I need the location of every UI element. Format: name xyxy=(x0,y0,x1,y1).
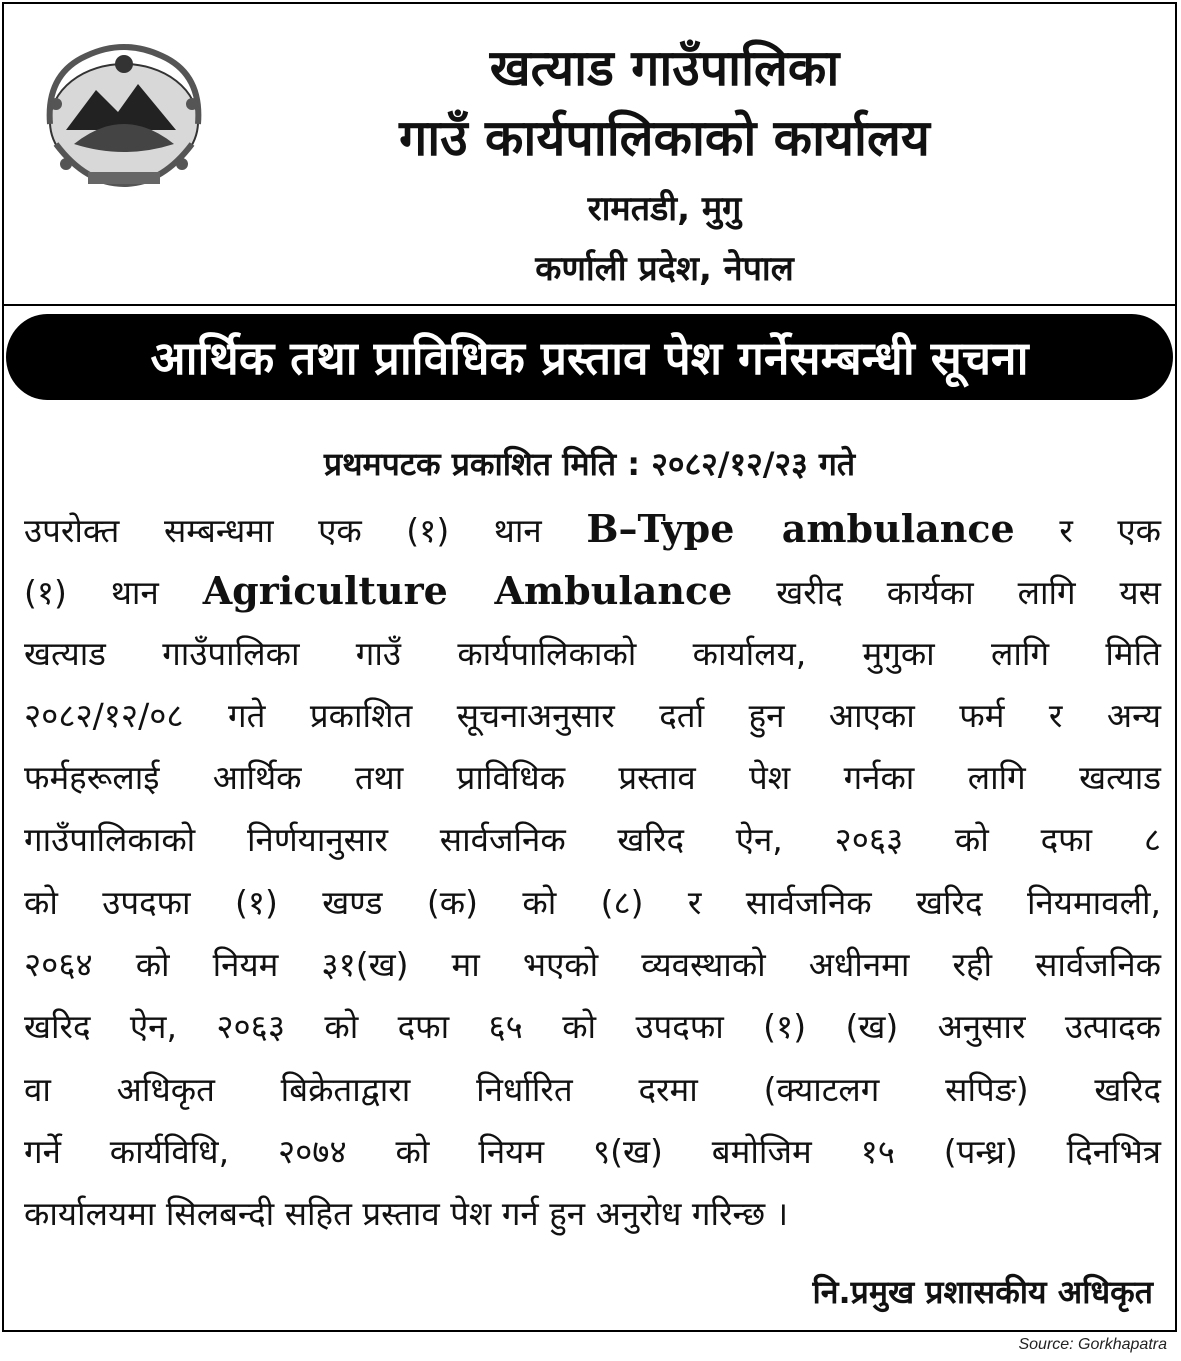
body-line: २०६४ को नियम ३१(ख) मा भएको व्यवस्थाको अधीनमा रही सार्वजनिक xyxy=(24,945,1161,985)
office-name: खत्याड गाउँपालिका xyxy=(489,39,840,97)
body-line: गर्ने कार्यविधि, २०७४ को नियम ९(ख) बमोजिम १५ (पन्ध्र) दिनभित्र xyxy=(24,1131,1161,1171)
notice-frame xyxy=(2,2,1177,1332)
body-line: फर्महरूलाई आर्थिक तथा प्राविधिक प्रस्ताव पेश गर्नका लागि खत्याड xyxy=(24,758,1161,798)
notice-title: आर्थिक तथा प्राविधिक प्रस्ताव पेश गर्नेसम्बन्धी सूचना xyxy=(6,314,1173,400)
publish-date: प्रथमपटक प्रकाशित मिति : २०८२/१२/२३ गते xyxy=(323,445,856,483)
body-line: वा अधिकृत बिक्रेताद्वारा निर्धारित दरमा (क्याटलग सपिङ) खरिद xyxy=(24,1069,1161,1109)
body-line: खरिद ऐन, २०६३ को दफा ६५ को उपदफा (१) (ख) अनुसार उत्पादक xyxy=(24,1007,1161,1047)
body-line: गाउँपालिकाको निर्णयानुसार सार्वजनिक खरिद ऐन, २०६३ को दफा ८ xyxy=(24,820,1161,860)
office-province: कर्णाली प्रदेश, नेपाल xyxy=(535,249,794,289)
signature: नि.प्रमुख प्रशासकीय अधिकृत xyxy=(812,1273,1153,1311)
source-credit: Source: Gorkhapatra xyxy=(1018,1336,1167,1353)
body-line: उपरोक्त सम्बन्धमा एक (१) थान B–Type ambulance र एक xyxy=(24,506,1161,551)
notice-body xyxy=(24,498,1161,1246)
body-line: को उपदफा (१) खण्ड (क) को (८) र सार्वजनिक खरिद नियमावली, xyxy=(24,882,1161,922)
body-line: खत्याड गाउँपालिका गाउँ कार्यपालिकाको कार्यालय, मुगुका लागि मिति xyxy=(24,633,1161,673)
body-line: २०८२/१२/०८ गते प्रकाशित सूचनाअनुसार दर्ता हुन आएका फर्म र अन्य xyxy=(24,695,1161,735)
item-name-agriculture: Agriculture Ambulance xyxy=(202,568,733,614)
office-place: रामतडी, मुगु xyxy=(587,189,742,229)
item-name-b-type: B–Type ambulance xyxy=(586,506,1015,551)
header-divider xyxy=(4,304,1175,306)
office-subtitle: गाउँ कार्यपालिकाको कार्यालय xyxy=(399,109,930,167)
body-line: (१) थान Agriculture Ambulance खरीद कार्यका लागि यस xyxy=(24,568,1161,614)
body-line: कार्यालयमा सिलबन्दी सहित प्रस्ताव पेश गर्न हुन अनुरोध गरिन्छ । xyxy=(24,1194,789,1234)
